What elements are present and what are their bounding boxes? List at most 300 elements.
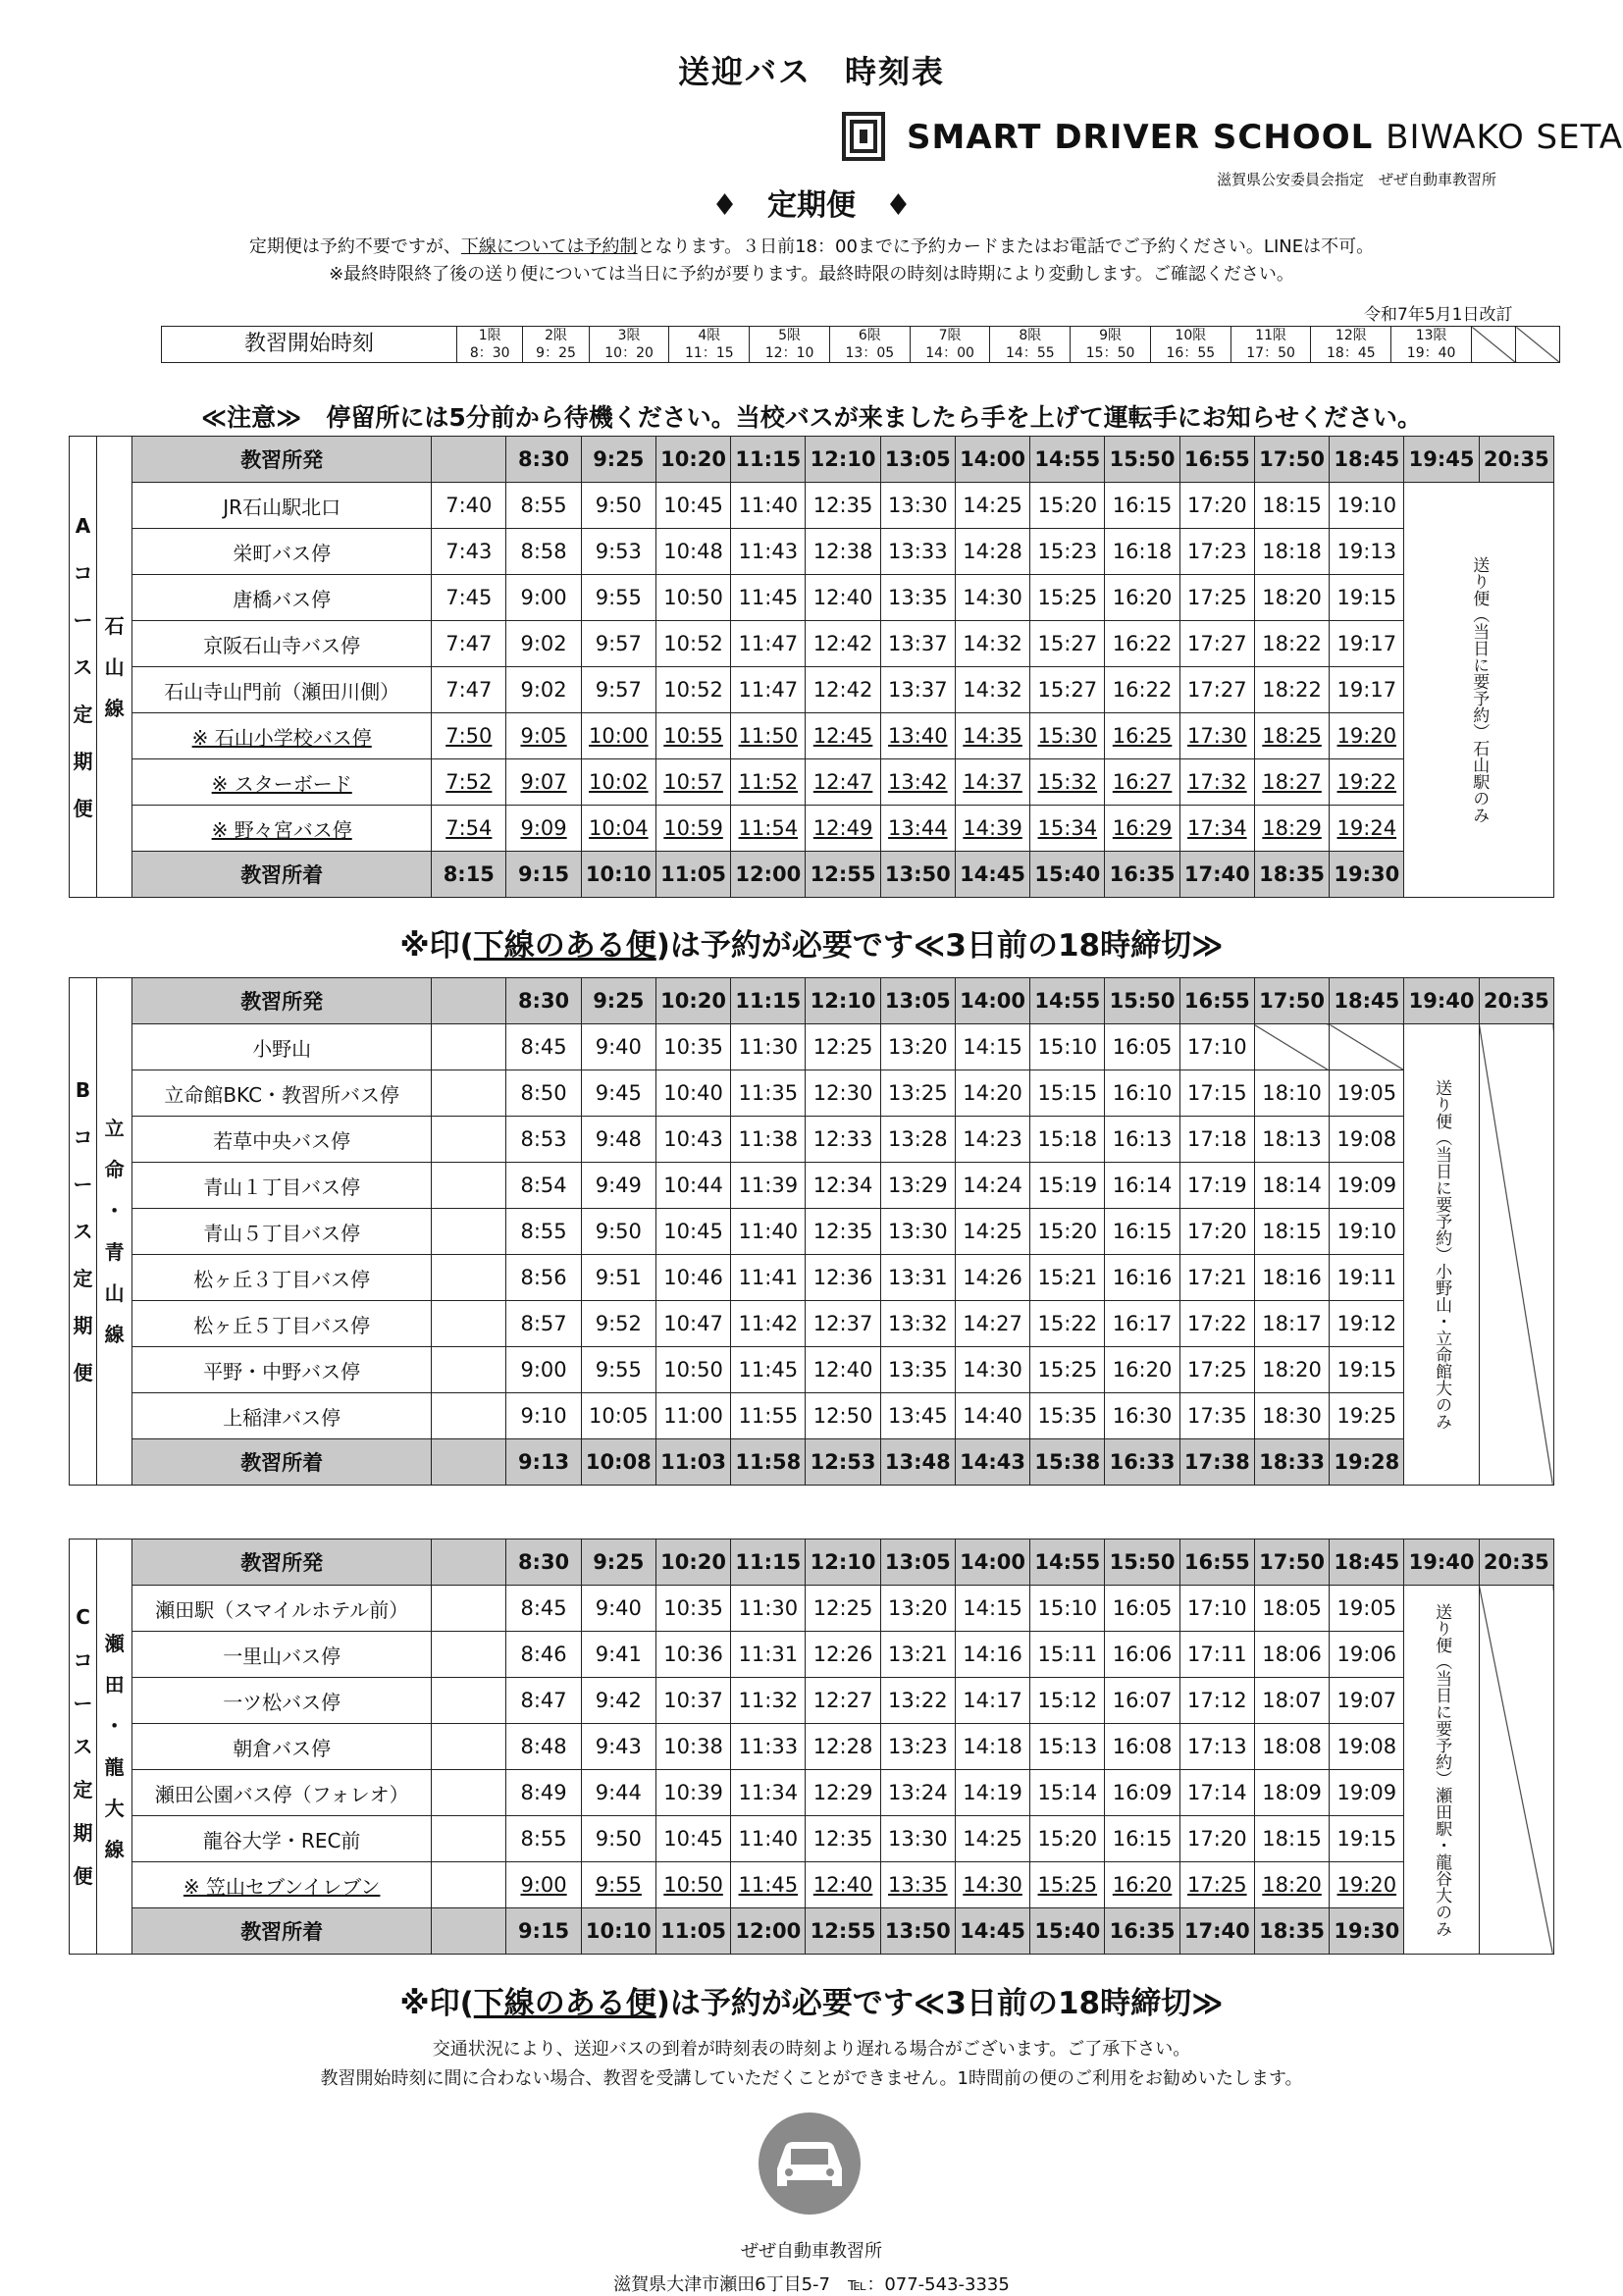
stop-row xyxy=(70,667,1554,713)
stop-time: 8:47 xyxy=(506,1678,581,1724)
stop-time: 19:10 xyxy=(1330,1209,1404,1255)
arrival-time: 17:40 xyxy=(1179,852,1254,898)
departure-time: 16:55 xyxy=(1179,978,1254,1024)
stop-time: 11:35 xyxy=(731,1070,806,1117)
logo-brand-thin: BIWAKO SETA xyxy=(1386,118,1623,157)
blank-cell xyxy=(432,1070,506,1117)
stop-name: 平野・中野バス停 xyxy=(132,1347,432,1393)
blank-cell xyxy=(432,1678,506,1724)
arrival-time: 19:30 xyxy=(1330,1908,1404,1955)
stop-time: 13:42 xyxy=(880,759,955,806)
stop-time: 9:57 xyxy=(581,667,655,713)
departure-time: 16:55 xyxy=(1179,437,1254,483)
stop-time: 8:45 xyxy=(506,1586,581,1632)
closed-cell xyxy=(1479,1586,1553,1955)
stop-time: 10:45 xyxy=(655,1209,730,1255)
stop-row xyxy=(70,621,1554,667)
blank-cell xyxy=(432,1632,506,1678)
stop-time: 10:43 xyxy=(655,1117,730,1163)
stop-time: 16:18 xyxy=(1105,529,1179,575)
stop-time: 19:15 xyxy=(1330,575,1404,621)
stop-time: 15:34 xyxy=(1030,806,1105,852)
section-heading: ♦ 定期便 ♦ xyxy=(711,188,912,223)
lesson-row xyxy=(162,327,1560,363)
stop-time: 18:18 xyxy=(1254,529,1329,575)
stop-name: 朝倉バス停 xyxy=(132,1724,432,1770)
stop-time: 14:23 xyxy=(955,1117,1029,1163)
stop-name: 青山１丁目バス停 xyxy=(132,1163,432,1209)
stop-time: 9:51 xyxy=(581,1255,655,1301)
stop-row xyxy=(70,1816,1554,1862)
stop-time: 9:57 xyxy=(581,621,655,667)
stop-time xyxy=(1254,1024,1329,1070)
stop-time: 9:50 xyxy=(581,1209,655,1255)
stop-time: 12:35 xyxy=(806,1816,880,1862)
stop-time: 11:43 xyxy=(731,529,806,575)
stop-time: 9:48 xyxy=(581,1117,655,1163)
stop-time: 7:47 xyxy=(432,621,506,667)
stop-time: 7:45 xyxy=(432,575,506,621)
arrival-time: 17:38 xyxy=(1179,1439,1254,1486)
revision-date: 令和7年5月1日改訂 xyxy=(1364,305,1513,325)
stop-time: 13:29 xyxy=(880,1163,955,1209)
stop-time: 13:20 xyxy=(880,1586,955,1632)
arrival-time: 11:58 xyxy=(731,1439,806,1486)
stop-time: 14:25 xyxy=(955,483,1029,529)
stop-time: 19:08 xyxy=(1330,1724,1404,1770)
stop-time: 9:55 xyxy=(581,1862,655,1908)
stop-time: 18:22 xyxy=(1254,621,1329,667)
arrive-label: 教習所着 xyxy=(132,1908,432,1955)
lesson-period-8: 8限 14：55 xyxy=(990,327,1071,363)
departure-time: 18:45 xyxy=(1330,978,1404,1024)
stop-time: 10:52 xyxy=(655,667,730,713)
stop-time: 16:20 xyxy=(1105,1862,1179,1908)
stop-time: 13:45 xyxy=(880,1393,955,1439)
stop-time: 17:20 xyxy=(1179,1209,1254,1255)
stop-time: 12:35 xyxy=(806,483,880,529)
stop-time: 10:47 xyxy=(655,1301,730,1347)
stop-time: 17:35 xyxy=(1179,1393,1254,1439)
arrival-time: 19:28 xyxy=(1330,1439,1404,1486)
stop-name: 瀬田駅（スマイルホテル前） xyxy=(132,1586,432,1632)
stop-time: 16:10 xyxy=(1105,1070,1179,1117)
departure-time: 11:15 xyxy=(731,1539,806,1586)
stop-time: 15:10 xyxy=(1030,1586,1105,1632)
stop-time: 12:30 xyxy=(806,1070,880,1117)
stop-name: ※ スターボード xyxy=(132,759,432,806)
stop-time: 15:14 xyxy=(1030,1770,1105,1816)
stop-time: 9:45 xyxy=(581,1070,655,1117)
lesson-period-3: 3限 10：20 xyxy=(589,327,669,363)
stop-time: 17:30 xyxy=(1179,713,1254,759)
depart-label: 教習所発 xyxy=(132,437,432,483)
stop-name: 青山５丁目バス停 xyxy=(132,1209,432,1255)
departure-time: 11:15 xyxy=(731,437,806,483)
stop-time: 16:16 xyxy=(1105,1255,1179,1301)
arrive-label: 教習所着 xyxy=(132,1439,432,1486)
stop-time: 16:30 xyxy=(1105,1393,1179,1439)
stop-name: 小野山 xyxy=(132,1024,432,1070)
stop-time: 14:27 xyxy=(955,1301,1029,1347)
stop-time: 19:09 xyxy=(1330,1163,1404,1209)
logo-subtitle: 滋賀県公安委員会指定 ぜぜ自動車教習所 xyxy=(1217,171,1497,188)
stop-time: 11:31 xyxy=(731,1632,806,1678)
lesson-empty-cell xyxy=(1472,327,1516,363)
arrival-time: 11:05 xyxy=(655,1908,730,1955)
stop-time: 11:45 xyxy=(731,1862,806,1908)
lesson-period-6: 6限 13：05 xyxy=(829,327,910,363)
reservation-warning-2: ※印(下線のある便)は予約が必要です≪3日前の18時締切≫ xyxy=(399,1986,1224,2021)
departure-time: 12:10 xyxy=(806,1539,880,1586)
arrival-time: 11:03 xyxy=(655,1439,730,1486)
stop-time: 8:58 xyxy=(506,529,581,575)
arrive-row xyxy=(70,852,1554,898)
arrival-time: 14:45 xyxy=(955,852,1029,898)
stop-time: 11:00 xyxy=(655,1393,730,1439)
stop-time: 11:30 xyxy=(731,1024,806,1070)
departure-time: 14:55 xyxy=(1030,978,1105,1024)
stop-time: 15:35 xyxy=(1030,1393,1105,1439)
departure-time: 10:20 xyxy=(655,978,730,1024)
stop-time: 10:50 xyxy=(655,1347,730,1393)
stop-time: 18:29 xyxy=(1254,806,1329,852)
stop-time: 17:15 xyxy=(1179,1070,1254,1117)
note-line-2: ※最終時限終了後の送り便については当日に予約が要ります。最終時限の時刻は時期により変動します。ご確認ください。 xyxy=(329,264,1294,285)
school-logo xyxy=(842,110,1623,167)
departure-time: 20:35 xyxy=(1479,978,1553,1024)
stop-row xyxy=(70,759,1554,806)
stop-time: 12:45 xyxy=(806,713,880,759)
stop-name: 立命館BKC・教習所バス停 xyxy=(132,1070,432,1117)
stop-time: 13:35 xyxy=(880,1862,955,1908)
stop-name: 松ヶ丘５丁目バス停 xyxy=(132,1301,432,1347)
stop-time: 9:02 xyxy=(506,667,581,713)
stop-time: 15:27 xyxy=(1030,621,1105,667)
stop-time: 15:25 xyxy=(1030,1347,1105,1393)
stop-time: 12:33 xyxy=(806,1117,880,1163)
stop-time: 16:08 xyxy=(1105,1724,1179,1770)
arrival-time: 10:10 xyxy=(581,852,655,898)
blank-cell xyxy=(432,1586,506,1632)
stop-time: 18:20 xyxy=(1254,575,1329,621)
stop-time: 12:36 xyxy=(806,1255,880,1301)
stop-time: 10:46 xyxy=(655,1255,730,1301)
stop-time: 18:13 xyxy=(1254,1117,1329,1163)
departure-time: 19:45 xyxy=(1404,437,1479,483)
page-title: 送迎バス 時刻表 xyxy=(677,53,945,90)
stop-time: 19:15 xyxy=(1330,1816,1404,1862)
stop-time: 10:38 xyxy=(655,1724,730,1770)
line-label: 瀬 田 ・ 龍 大 線 xyxy=(97,1539,132,1955)
stop-time: 14:28 xyxy=(955,529,1029,575)
stop-time: 18:05 xyxy=(1254,1586,1329,1632)
departure-time: 17:50 xyxy=(1254,1539,1329,1586)
stop-time: 12:34 xyxy=(806,1163,880,1209)
stop-time: 15:23 xyxy=(1030,529,1105,575)
departure-time: 14:00 xyxy=(955,978,1029,1024)
stop-time: 12:40 xyxy=(806,575,880,621)
departure-time: 14:00 xyxy=(955,1539,1029,1586)
stop-time: 11:34 xyxy=(731,1770,806,1816)
stop-time: 9:00 xyxy=(506,1862,581,1908)
blank-cell xyxy=(432,1770,506,1816)
stop-time: 12:25 xyxy=(806,1024,880,1070)
stop-time: 13:23 xyxy=(880,1724,955,1770)
stop-time: 18:17 xyxy=(1254,1301,1329,1347)
lesson-start-table xyxy=(161,326,1560,363)
stop-time: 19:08 xyxy=(1330,1117,1404,1163)
stop-time: 12:40 xyxy=(806,1347,880,1393)
blank-cell xyxy=(432,1816,506,1862)
stop-row xyxy=(70,529,1554,575)
stop-time: 10:57 xyxy=(655,759,730,806)
stop-time: 19:10 xyxy=(1330,483,1404,529)
stop-time: 17:19 xyxy=(1179,1163,1254,1209)
car-icon xyxy=(756,2110,864,2218)
header-row xyxy=(70,978,1554,1024)
departure-time: 19:40 xyxy=(1404,978,1479,1024)
stop-time: 9:42 xyxy=(581,1678,655,1724)
stop-row xyxy=(70,1678,1554,1724)
stop-time: 11:30 xyxy=(731,1586,806,1632)
stop-time: 9:49 xyxy=(581,1163,655,1209)
stop-time: 15:11 xyxy=(1030,1632,1105,1678)
stop-time: 14:17 xyxy=(955,1678,1029,1724)
stop-time: 9:52 xyxy=(581,1301,655,1347)
stop-row xyxy=(70,1393,1554,1439)
stop-time: 17:10 xyxy=(1179,1024,1254,1070)
header-blank xyxy=(432,437,506,483)
arrive-row xyxy=(70,1908,1554,1955)
stop-time: 18:09 xyxy=(1254,1770,1329,1816)
stop-time: 16:13 xyxy=(1105,1117,1179,1163)
stop-time: 14:16 xyxy=(955,1632,1029,1678)
stop-time: 18:16 xyxy=(1254,1255,1329,1301)
blank-cell xyxy=(432,1209,506,1255)
school-name: ぜぜ自動車教習所 xyxy=(741,2241,882,2262)
arrive-row xyxy=(70,1439,1554,1486)
stop-time: 16:15 xyxy=(1105,483,1179,529)
stop-time: 13:30 xyxy=(880,1816,955,1862)
departure-time: 17:50 xyxy=(1254,437,1329,483)
stop-time: 10:48 xyxy=(655,529,730,575)
stop-time: 14:35 xyxy=(955,713,1029,759)
stop-time: 11:45 xyxy=(731,1347,806,1393)
stop-time: 18:15 xyxy=(1254,483,1329,529)
stop-time: 14:18 xyxy=(955,1724,1029,1770)
lesson-period-7: 7限 14：00 xyxy=(910,327,990,363)
stop-row xyxy=(70,713,1554,759)
closed-cell xyxy=(1479,1024,1553,1486)
stop-time: 17:20 xyxy=(1179,1816,1254,1862)
lesson-period-11: 11限 17：50 xyxy=(1230,327,1311,363)
header-blank xyxy=(432,1539,506,1586)
stop-time: 9:07 xyxy=(506,759,581,806)
stop-time: 17:25 xyxy=(1179,575,1254,621)
stop-time: 8:55 xyxy=(506,1816,581,1862)
stop-time: 14:32 xyxy=(955,621,1029,667)
stop-row xyxy=(70,1770,1554,1816)
logo-mark-icon xyxy=(842,112,885,161)
stop-time: 16:06 xyxy=(1105,1632,1179,1678)
stop-time: 11:40 xyxy=(731,483,806,529)
header-row xyxy=(70,1539,1554,1586)
stop-time: 8:46 xyxy=(506,1632,581,1678)
arrival-time: 11:05 xyxy=(655,852,730,898)
arrival-time: 13:50 xyxy=(880,852,955,898)
departure-time: 13:05 xyxy=(880,1539,955,1586)
stop-time: 14:40 xyxy=(955,1393,1029,1439)
stop-time: 17:14 xyxy=(1179,1770,1254,1816)
stop-name: 上稲津バス停 xyxy=(132,1393,432,1439)
stop-time: 19:12 xyxy=(1330,1301,1404,1347)
stop-time: 16:29 xyxy=(1105,806,1179,852)
course-label: C コ ー ス 定 期 便 xyxy=(70,1539,97,1955)
departure-time: 15:50 xyxy=(1105,437,1179,483)
stop-time: 10:45 xyxy=(655,483,730,529)
departure-time: 18:45 xyxy=(1330,1539,1404,1586)
stop-row xyxy=(70,1862,1554,1908)
stop-time: 18:14 xyxy=(1254,1163,1329,1209)
stop-time: 13:35 xyxy=(880,1347,955,1393)
reservation-warning-1: ※印(下線のある便)は予約が必要です≪3日前の18時締切≫ xyxy=(399,928,1224,964)
stop-time: 10:04 xyxy=(581,806,655,852)
stop-time: 17:25 xyxy=(1179,1862,1254,1908)
stop-time: 15:19 xyxy=(1030,1163,1105,1209)
departure-time: 9:25 xyxy=(581,437,655,483)
footer-notes xyxy=(0,2035,1623,2094)
stop-row xyxy=(70,1301,1554,1347)
stop-time: 12:25 xyxy=(806,1586,880,1632)
arrive-blank xyxy=(432,1908,506,1955)
stop-time: 14:26 xyxy=(955,1255,1029,1301)
stop-time: 10:02 xyxy=(581,759,655,806)
stop-time: 13:40 xyxy=(880,713,955,759)
stop-time: 10:35 xyxy=(655,1024,730,1070)
stop-time: 11:47 xyxy=(731,621,806,667)
arrival-time: 9:13 xyxy=(506,1439,581,1486)
stop-time: 15:15 xyxy=(1030,1070,1105,1117)
stop-time: 9:40 xyxy=(581,1586,655,1632)
stop-time: 18:07 xyxy=(1254,1678,1329,1724)
course-label: B コ ー ス 定 期 便 xyxy=(70,978,97,1486)
arrival-time: 13:48 xyxy=(880,1439,955,1486)
note-line-1: 定期便は予約不要ですが、下線については予約制となります。３日前18：00までに予約カードまたはお電話でご予約ください。LINEは不可。 xyxy=(248,236,1375,257)
stop-name: 若草中央バス停 xyxy=(132,1117,432,1163)
stop-time: 9:05 xyxy=(506,713,581,759)
return-note: 送り便（当日に要予約）小野山・立命館大のみ xyxy=(1404,1024,1479,1486)
stop-time: 17:10 xyxy=(1179,1586,1254,1632)
blank-cell xyxy=(432,1255,506,1301)
header-row xyxy=(70,437,1554,483)
stop-name: 松ヶ丘３丁目バス停 xyxy=(132,1255,432,1301)
arrival-time: 14:45 xyxy=(955,1908,1029,1955)
departure-time: 14:00 xyxy=(955,437,1029,483)
stop-time: 16:07 xyxy=(1105,1678,1179,1724)
departure-time: 13:05 xyxy=(880,437,955,483)
stop-time: 18:22 xyxy=(1254,667,1329,713)
stop-time: 12:38 xyxy=(806,529,880,575)
stop-time: 11:55 xyxy=(731,1393,806,1439)
stop-time: 10:37 xyxy=(655,1678,730,1724)
stop-time: 8:57 xyxy=(506,1301,581,1347)
stop-time: 14:30 xyxy=(955,1862,1029,1908)
blank-cell xyxy=(432,1163,506,1209)
return-note: 送り便（当日に要予約）石山駅のみ xyxy=(1404,483,1554,898)
stop-time: 17:21 xyxy=(1179,1255,1254,1301)
stop-name: 龍谷大学・REC前 xyxy=(132,1816,432,1862)
stop-time: 12:35 xyxy=(806,1209,880,1255)
stop-time: 15:20 xyxy=(1030,1209,1105,1255)
stop-time: 15:21 xyxy=(1030,1255,1105,1301)
stop-time: 19:25 xyxy=(1330,1393,1404,1439)
stop-time: 13:24 xyxy=(880,1770,955,1816)
school-address: 滋賀県大津市瀬田6丁目5-7 ℡：077-543-3335 xyxy=(613,2274,1010,2295)
arrival-time: 10:08 xyxy=(581,1439,655,1486)
stop-row xyxy=(70,1724,1554,1770)
departure-time: 14:55 xyxy=(1030,437,1105,483)
stop-time: 12:49 xyxy=(806,806,880,852)
stop-time: 19:20 xyxy=(1330,713,1404,759)
stop-time: 10:39 xyxy=(655,1770,730,1816)
blank-cell xyxy=(432,1724,506,1770)
stop-name: ※ 笠山セブンイレブン xyxy=(132,1862,432,1908)
stop-time: 9:55 xyxy=(581,1347,655,1393)
departure-time: 20:35 xyxy=(1479,437,1553,483)
stop-time: 14:25 xyxy=(955,1209,1029,1255)
stop-time: 17:11 xyxy=(1179,1632,1254,1678)
arrive-label: 教習所着 xyxy=(132,852,432,898)
blank-cell xyxy=(432,1347,506,1393)
stop-time: 13:37 xyxy=(880,621,955,667)
arrival-time: 15:38 xyxy=(1030,1439,1105,1486)
arrive-blank xyxy=(432,1439,506,1486)
stop-time: 18:10 xyxy=(1254,1070,1329,1117)
arrival-time: 18:33 xyxy=(1254,1439,1329,1486)
footer-line-1: 交通状況により、送迎バスの到着が時刻表の時刻より遅れる場合がございます。ご了承下さい。 xyxy=(432,2039,1191,2060)
stop-time: 10:44 xyxy=(655,1163,730,1209)
stop-time: 14:30 xyxy=(955,575,1029,621)
stop-time: 7:43 xyxy=(432,529,506,575)
stop-time: 12:26 xyxy=(806,1632,880,1678)
arrival-time: 18:35 xyxy=(1254,852,1329,898)
departure-time: 19:40 xyxy=(1404,1539,1479,1586)
stop-time: 13:20 xyxy=(880,1024,955,1070)
arrival-time: 12:00 xyxy=(731,852,806,898)
stop-time: 10:55 xyxy=(655,713,730,759)
arrival-time: 19:30 xyxy=(1330,852,1404,898)
departure-time: 8:30 xyxy=(506,437,581,483)
stop-time: 14:24 xyxy=(955,1163,1029,1209)
stop-time: 14:32 xyxy=(955,667,1029,713)
timetable-a xyxy=(69,436,1554,898)
stop-name: 瀬田公園バス停（フォレオ） xyxy=(132,1770,432,1816)
lesson-period-10: 10限 16：55 xyxy=(1150,327,1230,363)
stop-time: 8:53 xyxy=(506,1117,581,1163)
stop-time: 8:49 xyxy=(506,1770,581,1816)
stop-time: 7:40 xyxy=(432,483,506,529)
departure-time: 12:10 xyxy=(806,978,880,1024)
stop-time: 8:54 xyxy=(506,1163,581,1209)
stop-time: 9:53 xyxy=(581,529,655,575)
stop-time: 15:22 xyxy=(1030,1301,1105,1347)
stop-time: 9:41 xyxy=(581,1632,655,1678)
stop-time: 17:27 xyxy=(1179,621,1254,667)
stop-time: 12:47 xyxy=(806,759,880,806)
stop-time: 16:05 xyxy=(1105,1024,1179,1070)
line-label: 石 山 線 xyxy=(97,437,132,898)
